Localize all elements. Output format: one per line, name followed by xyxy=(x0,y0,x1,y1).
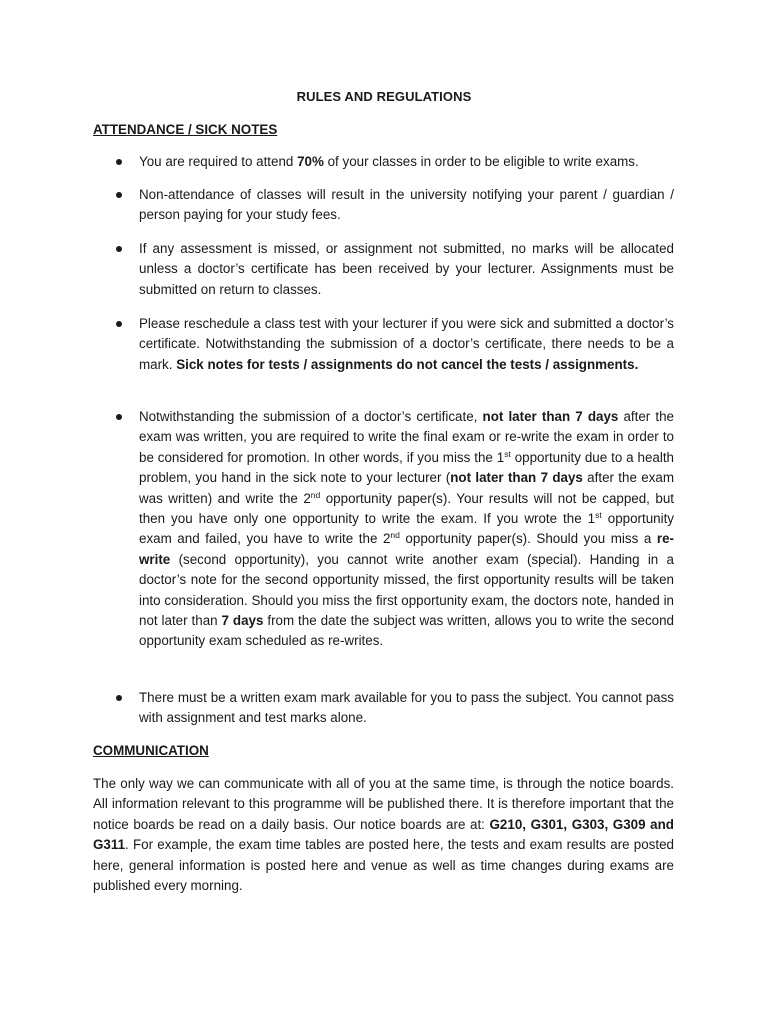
bullet-marker xyxy=(116,159,122,165)
bullet-marker xyxy=(116,246,122,252)
bullet-marker xyxy=(116,321,122,327)
bullet-written-exam-mark: There must be a written exam mark available for you to pass the subject. You cannot pass with assignment and test marks alone. xyxy=(139,690,674,726)
communication-heading: COMMUNICATION xyxy=(93,743,209,758)
bullet-non-attendance: Non-attendance of classes will result in the university notifying your parent / guardian / person paying for your study fees. xyxy=(139,187,674,223)
bullet-attendance-requirement: You are required to attend 70% of your classes in order to be eligible to write exams. xyxy=(139,154,639,169)
communication-paragraph: The only way we can communicate with all of you at the same time, is through the notice boards. All information relevant to this programme will be published there. It is therefore important that the notice boards be read on a daily basis. Our notice boards are at: G210, G301, G303, G309 and G311. For example, the exam time tables are posted here, the tests and exam results are posted here, general information is posted here and venue as well as time changes during exams are published every morning. xyxy=(93,776,674,894)
bullet-reschedule-test: Please reschedule a class test with your lecturer if you were sick and submitted a doctor’s certificate. Notwithstanding the submission of a doctor’s certificate, there needs to be a mark. Sick notes for tests / assignments do not cancel the tests / assignments. xyxy=(139,316,674,372)
page-title: RULES AND REGULATIONS xyxy=(296,89,472,104)
bullet-doctors-certificate: Notwithstanding the submission of a doctor’s certificate, not later than 7 days after the exam was written, you are required to write the final exam or re-write the exam in order to be considered for promotion. In other words, if you miss the 1st opportunity due to a health problem, you hand in the sick note to your lecturer (not later than 7 days after the exam was written) and write the 2nd opportunity paper(s). Your results will not be capped, but then you have only one opportunity to write the exam. If you wrote the 1st opportunity exam and failed, you have to write the 2nd opportunity paper(s). Should you miss a re-write (second opportunity), you cannot write another exam (special). Handing in a doctor’s note for the second opportunity missed, the first opportunity results will be taken into consideration. Should you miss the first opportunity exam, the doctors note, handed in not later than 7 days from the date the subject was written, allows you to write the second opportunity exam scheduled as re-writes. xyxy=(139,409,675,649)
bullet-marker xyxy=(116,414,122,420)
bullet-marker xyxy=(116,695,122,701)
attendance-heading: ATTENDANCE / SICK NOTES xyxy=(93,122,278,137)
bullet-marker xyxy=(116,192,122,198)
bullet-missed-assessment: If any assessment is missed, or assignment not submitted, no marks will be allocated unless a doctor’s certificate has been received by your lecturer. Assignments must be submitted on return to classes. xyxy=(139,241,674,297)
